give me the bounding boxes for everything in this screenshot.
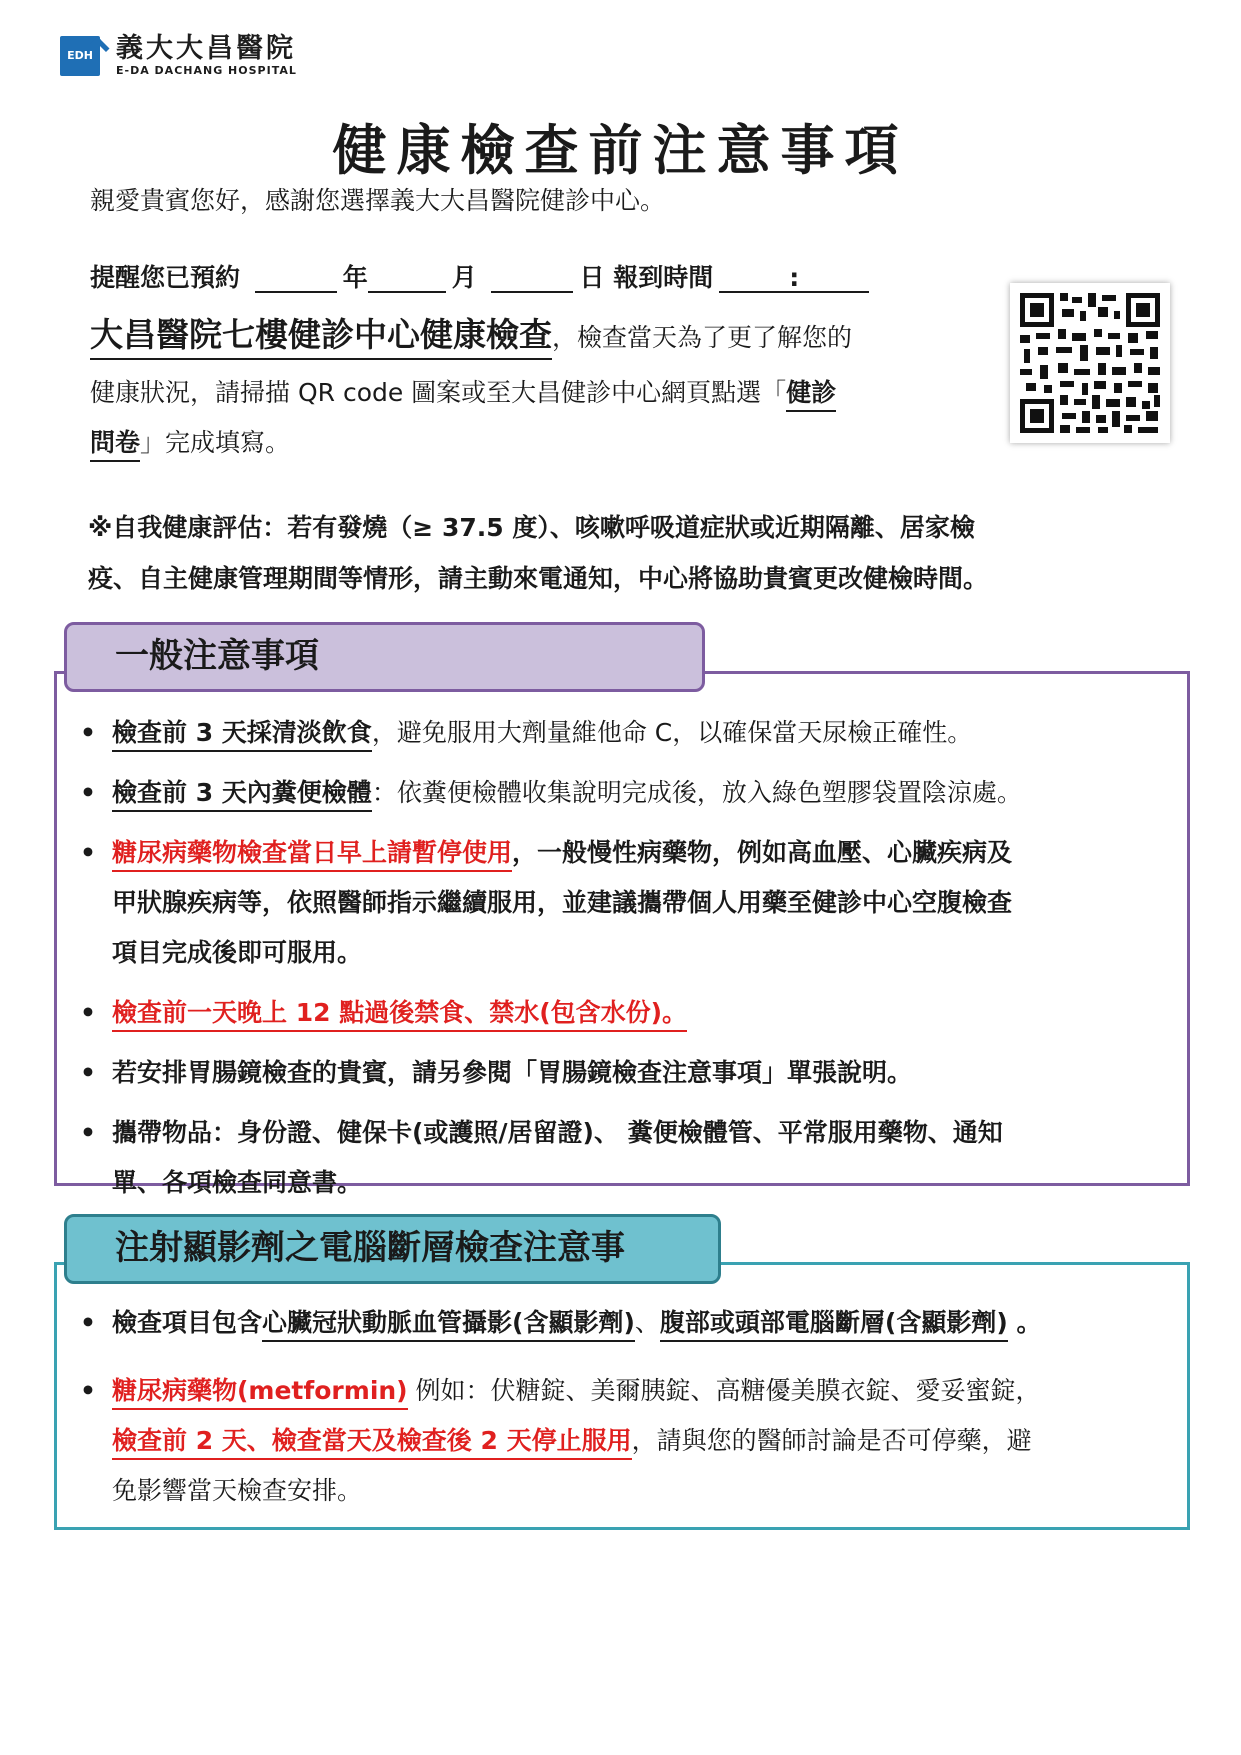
health-center-name: 大昌醫院七樓健診中心健康檢查 (90, 315, 552, 360)
item-text: 單、各項檢查同意書。 (112, 1168, 363, 1197)
qr-code-icon[interactable] (1010, 283, 1170, 443)
item-text: 免影響當天檢查安排。 (112, 1476, 363, 1505)
greeting-text: 親愛貴賓您好，感謝您選擇義大大昌醫院健診中心。 (90, 186, 666, 215)
item-text: ，一般慢性病藥物，例如高血壓、心臟疾病及 (512, 838, 1013, 867)
hospital-name-en: E-DA DACHANG HOSPITAL (116, 64, 297, 77)
list-item (80, 988, 1170, 1038)
item-emphasis: 檢查前 3 天採清淡飲食 (112, 718, 372, 752)
self-assessment-notice (88, 502, 1148, 604)
contrast-ct-notes-title: 注射顯影劑之電腦斷層檢查注意事 (64, 1214, 721, 1284)
item-warning: 檢查前一天晚上 12 點過後禁食、禁水(包含水份)。 (112, 998, 687, 1032)
reminder-prefix: 提醒您已預約 (90, 263, 241, 292)
year-blank (255, 265, 337, 293)
item-text: ，避免服用大劑量維他命 C，以確保當天尿檢正確性。 (371, 718, 973, 747)
intro-line-3 (90, 428, 290, 458)
notice-line-1: ※自我健康評估：若有發燒（≥ 37.5 度）、咳嗽呼吸道症狀或近期隔離、居家檢 (88, 513, 975, 542)
appointment-reminder (90, 263, 869, 293)
item-text: 若安排胃腸鏡檢查的貴賓，請另參閱「胃腸鏡檢查注意事項」單張說明。 (112, 1058, 913, 1087)
item-emphasis: 腹部或頭部電腦斷層(含顯影劑) (660, 1308, 1008, 1342)
item-warning: 檢查前 2 天、檢查當天及檢查後 2 天停止服用 (112, 1426, 632, 1460)
intro-text-3: 」完成填寫。 (140, 428, 291, 457)
year-label: 年 (342, 263, 368, 292)
intro-text-1: ，檢查當天為了更了解您的 (552, 323, 853, 352)
item-text: 項目完成後即可服用。 (112, 938, 363, 967)
checkin-time-blank: : (719, 265, 869, 293)
list-item (80, 1048, 1170, 1098)
contrast-ct-notes-list (80, 1298, 1170, 1516)
item-emphasis: 心臟冠狀動脈血管攝影(含顯影劑) (262, 1308, 635, 1342)
item-text: 、 (634, 1308, 660, 1337)
hospital-name: 義大大昌醫院 (116, 33, 296, 64)
month-label: 月 (451, 263, 477, 292)
item-emphasis: 檢查前 3 天內糞便檢體 (112, 778, 372, 812)
general-notes-list (80, 708, 1170, 1208)
hospital-logo-icon: EDH (60, 36, 100, 76)
notice-line-2: 疫、自主健康管理期間等情形，請主動來電通知，中心將協助貴賓更改健檢時間。 (88, 564, 989, 593)
general-notes-title: 一般注意事項 (64, 622, 705, 692)
questionnaire-link-part2[interactable]: 問卷 (90, 428, 140, 462)
page-title: 健康檢查前注意事項 (332, 118, 909, 182)
item-text: ：依糞便檢體收集說明完成後，放入綠色塑膠袋置陰涼處。 (371, 778, 1022, 807)
list-item (80, 708, 1170, 758)
intro-line-1 (90, 315, 853, 354)
list-item (80, 1298, 1170, 1348)
item-text: 檢查項目包含 (112, 1308, 263, 1337)
item-text: 。 (1007, 1308, 1042, 1337)
list-item (80, 1366, 1170, 1516)
item-text: 攜帶物品：身份證、健保卡(或護照/居留證)、 糞便檢體管、平常服用藥物、通知 (112, 1118, 1003, 1147)
list-item (80, 828, 1170, 978)
day-blank (491, 265, 573, 293)
hospital-logo (60, 34, 297, 77)
intro-text-2: 健康狀況，請掃描 QR code 圖案或至大昌健診中心網頁點選「 (90, 378, 787, 407)
intro-line-2 (90, 378, 836, 408)
item-text: 例如：伏糖錠、美爾胰錠、高糖優美膜衣錠、愛妥蜜錠， (407, 1376, 1041, 1405)
list-item (80, 768, 1170, 818)
item-text: ，請與您的醫師討論是否可停藥，避 (631, 1426, 1032, 1455)
list-item (80, 1108, 1170, 1208)
item-warning: 糖尿病藥物檢查當日早上請暫停使用 (112, 838, 512, 872)
month-blank (368, 265, 446, 293)
item-warning: 糖尿病藥物(metformin) (112, 1376, 408, 1410)
item-text: 甲狀腺疾病等，依照醫師指示繼續服用，並建議攜帶個人用藥至健診中心空腹檢查 (112, 888, 1013, 917)
day-checkin-label: 日 報到時間 (579, 263, 714, 292)
questionnaire-link-part1[interactable]: 健診 (786, 378, 836, 412)
